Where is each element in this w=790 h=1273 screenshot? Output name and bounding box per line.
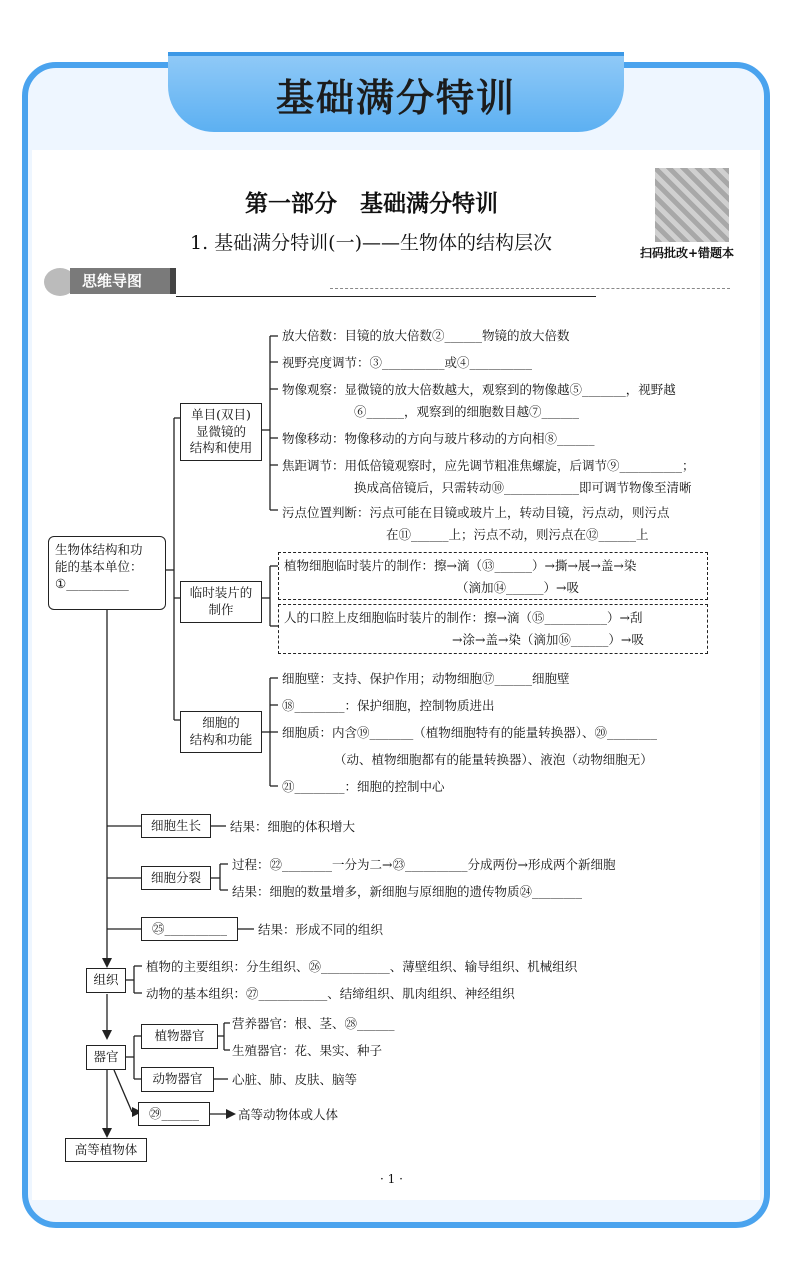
page-number: · 1 · bbox=[380, 1172, 403, 1186]
root-line3: ①__________ bbox=[55, 575, 129, 591]
microscope-box bbox=[180, 403, 262, 461]
slide-box-l1: 临时装片的 bbox=[189, 585, 253, 601]
organ-box: 器官 bbox=[86, 1045, 126, 1070]
spot-text-1: 污点位置判断：污点可能在目镜或玻片上，转动目镜，污点动，则污点 bbox=[282, 505, 670, 520]
part-title: 第一部分 基础满分特训 bbox=[245, 190, 498, 217]
plant-tissue: 植物的主要组织：分生组织、㉖___________、薄壁组织、输导组织、机械组织 bbox=[146, 959, 578, 974]
system-text: 高等动物体或人体 bbox=[238, 1107, 339, 1122]
division-process: 过程：㉒________一分为二→㉓__________分成两份→形成两个新细胞 bbox=[232, 857, 616, 872]
bright-text: 视野亮度调节：③__________或④__________ bbox=[282, 355, 533, 370]
system-box: ㉙______ bbox=[138, 1102, 210, 1126]
lesson-title: 1. 基础满分特训(一)——生物体的结构层次 bbox=[190, 232, 552, 254]
obs-text-1: 物像观察：显微镜的放大倍数越大，观察到的物像越⑤_______，视野越 bbox=[282, 382, 676, 397]
microscope-box-l2: 显微镜的 bbox=[195, 423, 246, 439]
nucleus: ㉑________：细胞的控制中心 bbox=[282, 779, 445, 794]
spot-text-2: 在⑪______上；污点不动，则污点在⑫______上 bbox=[386, 527, 649, 542]
cell-membrane: ⑱________：保护细胞，控制物质进出 bbox=[282, 698, 495, 713]
human-slide-2: →涂→盖→染（滴加⑯______）→吸 bbox=[452, 632, 644, 647]
cell-box-l2: 结构和功能 bbox=[189, 732, 253, 747]
differentiation-result: 结果：形成不同的组织 bbox=[258, 922, 384, 937]
obs-text-2: ⑥______，观察到的细胞数目越⑦______ bbox=[354, 404, 580, 419]
focus-text-1: 焦距调节：用低倍镜观察时，应先调节粗准焦螺旋，后调节⑨__________； bbox=[282, 458, 695, 473]
tissue-box: 组织 bbox=[86, 968, 126, 993]
vegetative-organ: 营养器官：根、茎、㉘______ bbox=[232, 1016, 395, 1031]
banner-title: 基础满分特训 bbox=[275, 75, 516, 120]
microscope-box-l1: 单目(双目) bbox=[191, 406, 251, 422]
move-text: 物像移动：物像移动的方向与玻片移动的方向相⑧______ bbox=[282, 431, 595, 446]
animal-organ: 心脏、肺、皮肤、脑等 bbox=[232, 1072, 358, 1087]
cell-wall: 细胞壁：支持、保护作用；动物细胞⑰______细胞壁 bbox=[282, 671, 570, 686]
mag-text: 放大倍数：目镜的放大倍数②______物镜的放大倍数 bbox=[282, 328, 570, 343]
mindmap-label: 思维导图 bbox=[82, 272, 143, 290]
slide-box bbox=[180, 581, 262, 623]
plant-organ-box: 植物器官 bbox=[141, 1024, 218, 1049]
cytoplasm-1: 细胞质：内含⑲_______（植物细胞特有的能量转换器）、⑳________ bbox=[282, 725, 658, 740]
cytoplasm-2: （动、植物细胞都有的能量转换器）、液泡（动物细胞无） bbox=[334, 752, 653, 767]
root-line2: 能的基本单位： bbox=[55, 558, 143, 574]
animal-organ-box: 动物器官 bbox=[141, 1067, 214, 1092]
growth-box: 细胞生长 bbox=[141, 814, 211, 838]
animal-tissue: 动物的基本组织：㉗___________、结缔组织、肌肉组织、神经组织 bbox=[146, 986, 515, 1001]
microscope-box-l3: 结构和使用 bbox=[189, 440, 253, 456]
differentiation-box: ㉕__________ bbox=[141, 917, 238, 941]
qr-caption: 扫码批改+错题本 bbox=[640, 246, 735, 260]
slide-box-l2: 制作 bbox=[208, 602, 234, 617]
root-box bbox=[48, 536, 166, 610]
focus-text-2: 换成高倍镜后，只需转动⑩____________即可调节物像至清晰 bbox=[354, 480, 692, 495]
cell-box-l1: 细胞的 bbox=[202, 715, 240, 731]
plant-slide-1: 植物细胞临时装片的制作：擦→滴（⑬______）→撕→展→盖→染 bbox=[284, 558, 637, 573]
root-line1: 生物体结构和功 bbox=[55, 542, 143, 557]
growth-result: 结果：细胞的体积增大 bbox=[230, 819, 356, 834]
cell-box bbox=[180, 711, 262, 753]
higher-plant-box: 高等植物体 bbox=[65, 1138, 147, 1162]
division-box: 细胞分裂 bbox=[141, 866, 211, 890]
human-slide-1: 人的口腔上皮细胞临时装片的制作：擦→滴（⑮__________）→刮 bbox=[284, 610, 643, 625]
reproductive-organ: 生殖器官：花、果实、种子 bbox=[232, 1043, 383, 1058]
division-result: 结果：细胞的数量增多，新细胞与原细胞的遗传物质㉔________ bbox=[232, 884, 583, 899]
plant-slide-2: （滴加⑭______）→吸 bbox=[456, 580, 579, 595]
